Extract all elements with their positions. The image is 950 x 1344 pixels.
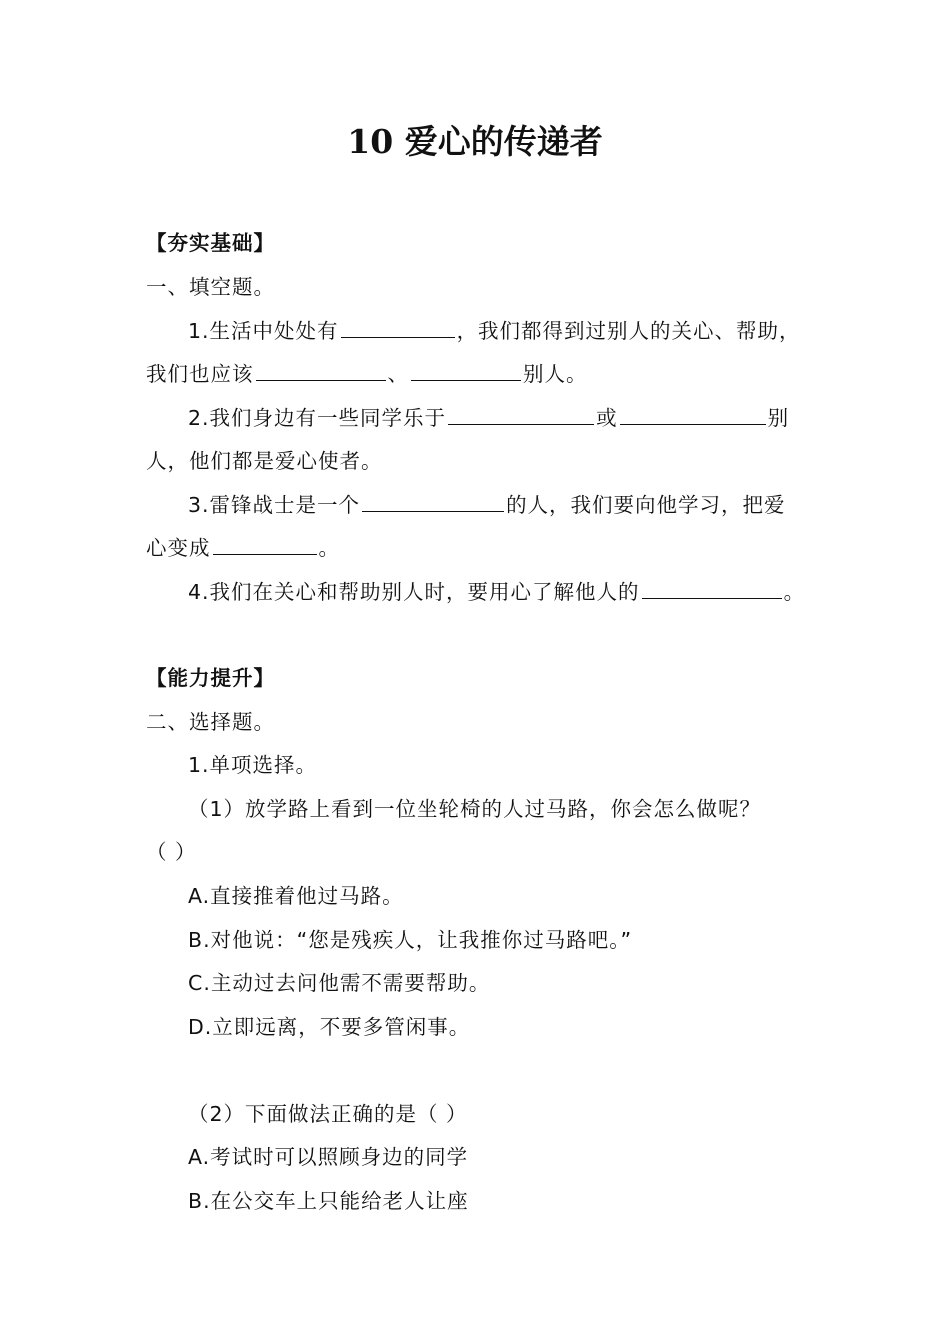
- question-1-text-d: 、: [387, 362, 409, 386]
- question-3-text-a: 3.雷锋战士是一个: [188, 493, 361, 517]
- part-title-fill-blank: 一、填空题。: [146, 275, 275, 299]
- answer-blank[interactable]: [341, 317, 455, 338]
- choice-1-stem: （1）放学路上看到一位坐轮椅的人过马路，你会怎么做呢？: [188, 797, 762, 821]
- subsection-single-choice: 1.单项选择。: [188, 753, 318, 777]
- question-4-line-1: [188, 575, 805, 605]
- question-1-text-e: 别人。: [523, 362, 588, 386]
- question-3-text-b: 的人，我们要向他学习，把爱: [506, 493, 786, 517]
- question-3-line-2: [146, 531, 340, 561]
- question-2-text-a: 2.我们身边有一些同学乐于: [188, 406, 447, 430]
- question-1-text-a: 1.生活中处处有: [188, 319, 339, 343]
- question-3-text-d: 。: [318, 536, 340, 560]
- answer-blank[interactable]: [362, 491, 504, 512]
- answer-blank[interactable]: [448, 404, 594, 425]
- answer-blank[interactable]: [620, 404, 766, 425]
- question-2-text-c: 别: [767, 406, 790, 430]
- answer-blank[interactable]: [642, 578, 782, 599]
- choice-1-answer-paren[interactable]: （ ）: [146, 840, 197, 864]
- question-4-text-b: 。: [783, 580, 806, 604]
- question-3-line-1: [188, 488, 786, 518]
- page-title: 10 爱心的传递者: [347, 122, 603, 161]
- answer-blank[interactable]: [256, 360, 386, 381]
- choice-2-option-a: A.考试时可以照顾身边的同学: [188, 1145, 469, 1169]
- question-2-line-1: [188, 401, 789, 431]
- choice-1-option-a: A.直接推着他过马路。: [188, 884, 404, 908]
- choice-2-stem: （2）下面做法正确的是（ ）: [188, 1102, 468, 1126]
- question-2-line-2: 人，他们都是爱心使者。: [146, 449, 383, 473]
- section-heading-ability: 【能力提升】: [146, 666, 275, 690]
- choice-1-option-d: D.立即远离，不要多管闲事。: [188, 1015, 471, 1039]
- choice-2-option-b: B.在公交车上只能给老人让座: [188, 1189, 469, 1213]
- question-1-text-b: ，我们都得到过别人的关心、帮助，: [456, 319, 801, 343]
- question-1-line-1: [188, 314, 801, 344]
- choice-1-option-b: B.对他说：“您是残疾人，让我推你过马路吧。”: [188, 928, 633, 952]
- answer-blank[interactable]: [411, 360, 521, 381]
- question-3-text-c: 心变成: [146, 536, 211, 560]
- choice-1-option-c: C.主动过去问他需不需要帮助。: [188, 971, 491, 995]
- part-title-choice: 二、选择题。: [146, 710, 275, 734]
- question-4-text-a: 4.我们在关心和帮助别人时，要用心了解他人的: [188, 580, 640, 604]
- question-2-text-b: 或: [596, 406, 618, 430]
- question-1-text-c: 我们也应该: [146, 362, 254, 386]
- section-heading-basics: 【夯实基础】: [146, 231, 275, 255]
- question-1-line-2: [146, 357, 588, 387]
- answer-blank[interactable]: [213, 534, 317, 555]
